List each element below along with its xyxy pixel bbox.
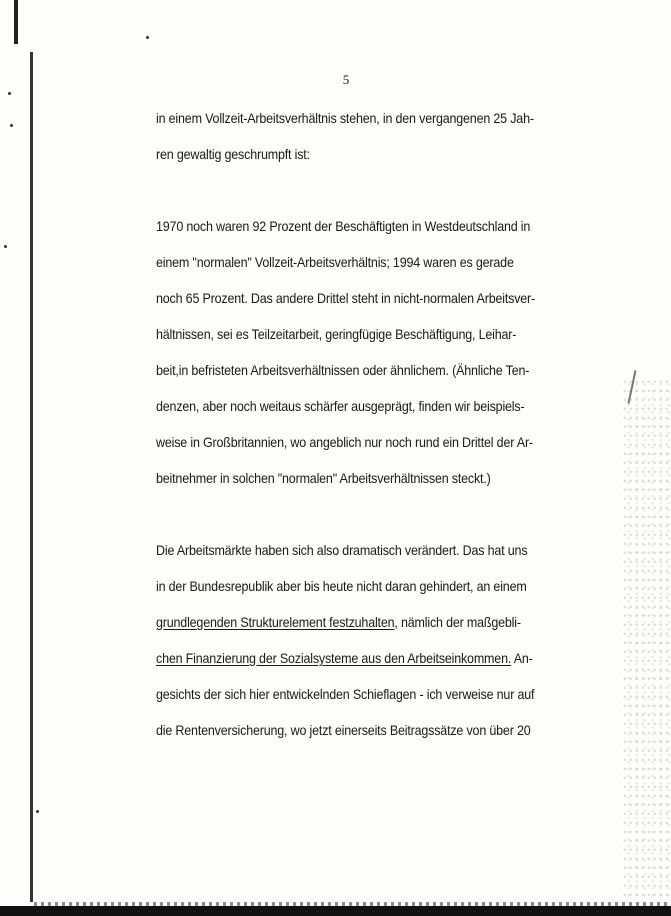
text-line: gesichts der sich hier entwickelnden Schieflagen - ich verweise nur auf — [156, 687, 535, 702]
underlined-phrase: chen Finanzierung der Sozialsysteme aus den Arbeitseinkommen. — [156, 651, 512, 666]
text-line: denzen, aber noch weitaus schärfer ausgeprägt, finden wir beispiels- — [156, 399, 525, 414]
underlined-phrase: grundlegenden Strukturelement festzuhalten — [156, 615, 395, 630]
text-line — [156, 613, 542, 633]
bottom-scan-edge — [0, 906, 671, 916]
page-number: 5 — [342, 72, 350, 87]
scan-speck — [146, 36, 149, 39]
text-fragment: , nämlich der maßgebli- — [394, 615, 521, 630]
text-line: beitnehmer in solchen "normalen" Arbeitsverhältnissen steckt.) — [156, 471, 491, 486]
text-line: die Rentenversicherung, wo jetzt einerseits Beitragssätze von über 20 — [156, 723, 531, 738]
scan-speck — [4, 245, 7, 248]
text-line: hältnissen, sei es Teilzeitarbeit, geringfügige Beschäftigung, Leihar- — [156, 327, 517, 342]
bottom-scan-noise — [34, 902, 671, 906]
text-line: einem "normalen" Vollzeit-Arbeitsverhältnis; 1994 waren es gerade — [156, 255, 514, 270]
scan-speck — [8, 92, 11, 95]
text-line: Die Arbeitsmärkte haben sich also dramatisch verändert. Das hat uns — [156, 543, 528, 558]
text-line: beit,in befristeten Arbeitsverhältnissen oder ähnlichem. (Ähnliche Ten- — [156, 363, 530, 378]
scan-speck — [10, 124, 13, 127]
text-line: weise in Großbritannien, wo angeblich nur noch rund ein Drittel der Ar- — [156, 435, 533, 450]
binding-edge-mark — [14, 0, 18, 44]
text-line — [156, 649, 542, 669]
text-line: in der Bundesrepublik aber bis heute nicht daran gehindert, an einem — [156, 579, 527, 594]
text-line: ren gewaltig geschrumpft ist: — [156, 147, 310, 162]
text-line: noch 65 Prozent. Das andere Drittel steht in nicht-normalen Arbeitsver- — [156, 291, 535, 306]
right-scan-noise — [623, 380, 671, 900]
text-fragment: An- — [511, 651, 533, 666]
scan-speck — [36, 810, 39, 813]
text-line: in einem Vollzeit-Arbeitsverhältnis stehen, in den vergangenen 25 Jah- — [156, 111, 534, 126]
text-line: 1970 noch waren 92 Prozent der Beschäftigten in Westdeutschland in — [156, 219, 531, 234]
left-margin-rule — [30, 52, 33, 902]
